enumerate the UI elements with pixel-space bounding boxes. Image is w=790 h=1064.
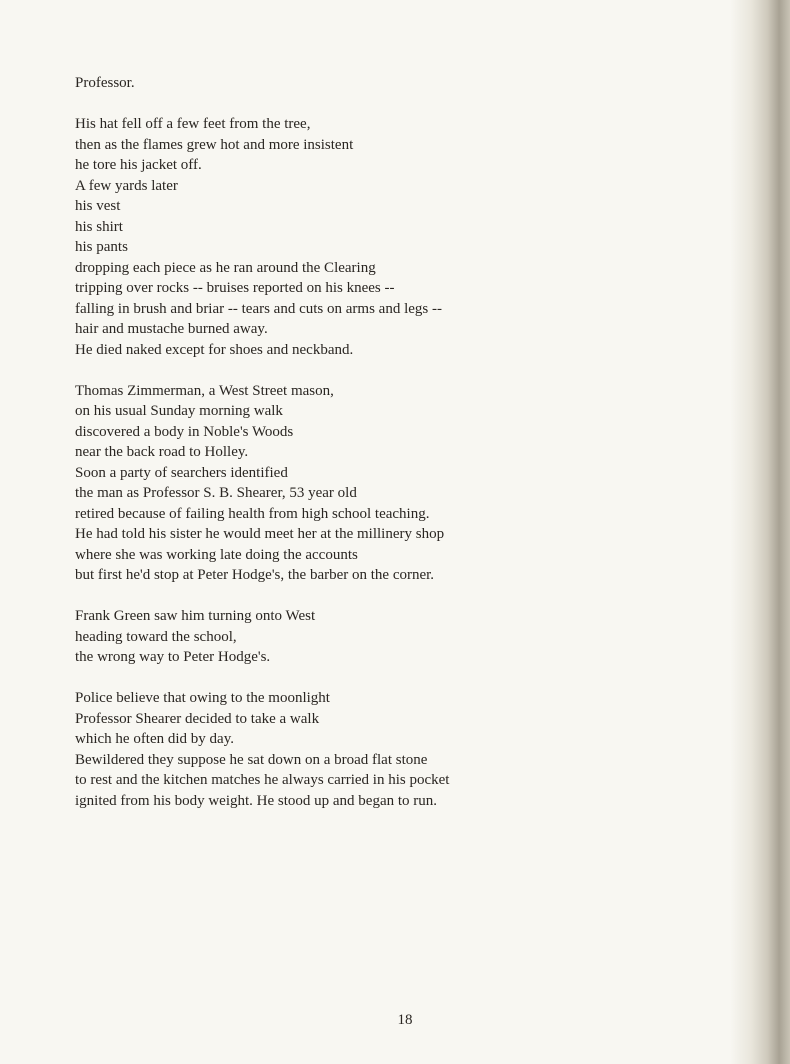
poem-line: Professor. — [75, 75, 135, 91]
poem-line: Thomas Zimmerman, a West Street mason, — [75, 382, 334, 399]
poem-text — [75, 73, 715, 832]
poem-line: near the back road to Holley. — [75, 444, 249, 460]
poem-line: Frank Green saw him turning onto West — [75, 608, 316, 624]
stanza — [75, 381, 715, 586]
stanza — [75, 73, 715, 94]
poem-line: hair and mustache burned away. — [75, 321, 268, 337]
poem-line: dropping each piece as he ran around the Clearing — [75, 259, 376, 276]
poem-line: He died naked except for shoes and neckband. — [75, 341, 354, 358]
poem-line: which he often did by day. — [75, 731, 234, 747]
poem-line: Professor Shearer decided to take a walk — [75, 710, 320, 727]
stanza — [75, 688, 715, 811]
poem-line: His hat fell off a few feet from the tree, — [75, 116, 311, 132]
poem-line: Police believe that owing to the moonlight — [75, 690, 330, 706]
poem-line: falling in brush and briar -- tears and cuts on arms and legs -- — [75, 300, 442, 317]
poem-line: but first he'd stop at Peter Hodge's, the barber on the corner. — [75, 567, 435, 583]
poem-line: on his usual Sunday morning walk — [75, 403, 283, 419]
poem-line: discovered a body in Noble's Woods — [75, 423, 294, 440]
poem-line: He had told his sister he would meet her at the millinery shop — [75, 526, 445, 542]
poem-line: heading toward the school, — [75, 628, 237, 645]
poem-line: then as the flames grew hot and more insistent — [75, 136, 354, 153]
poem-line: to rest and the kitchen matches he always carried in his pocket — [75, 772, 450, 788]
poem-line: the man as Professor S. B. Shearer, 53 year old — [75, 485, 357, 501]
stanza — [75, 606, 715, 668]
page-binding-shadow — [730, 0, 790, 1064]
poem-line: Bewildered they suppose he sat down on a broad flat stone — [75, 751, 428, 768]
poem-line: ignited from his body weight. He stood up and began to run. — [75, 792, 438, 809]
poem-line: the wrong way to Peter Hodge's. — [75, 649, 271, 665]
page-number: 18 — [397, 1012, 413, 1028]
poem-line: his pants — [75, 239, 128, 255]
poem-line: he tore his jacket off. — [75, 157, 202, 173]
poem-line: retired because of failing health from high school teaching. — [75, 505, 430, 522]
poem-line: A few yards later — [75, 177, 178, 194]
poem-line: Soon a party of searchers identified — [75, 464, 288, 481]
poem-line: where she was working late doing the accounts — [75, 546, 358, 563]
poem-line: his shirt — [75, 218, 123, 235]
poem-line: his vest — [75, 198, 121, 214]
poem-line: tripping over rocks -- bruises reported on his knees -- — [75, 280, 395, 296]
stanza — [75, 114, 715, 360]
